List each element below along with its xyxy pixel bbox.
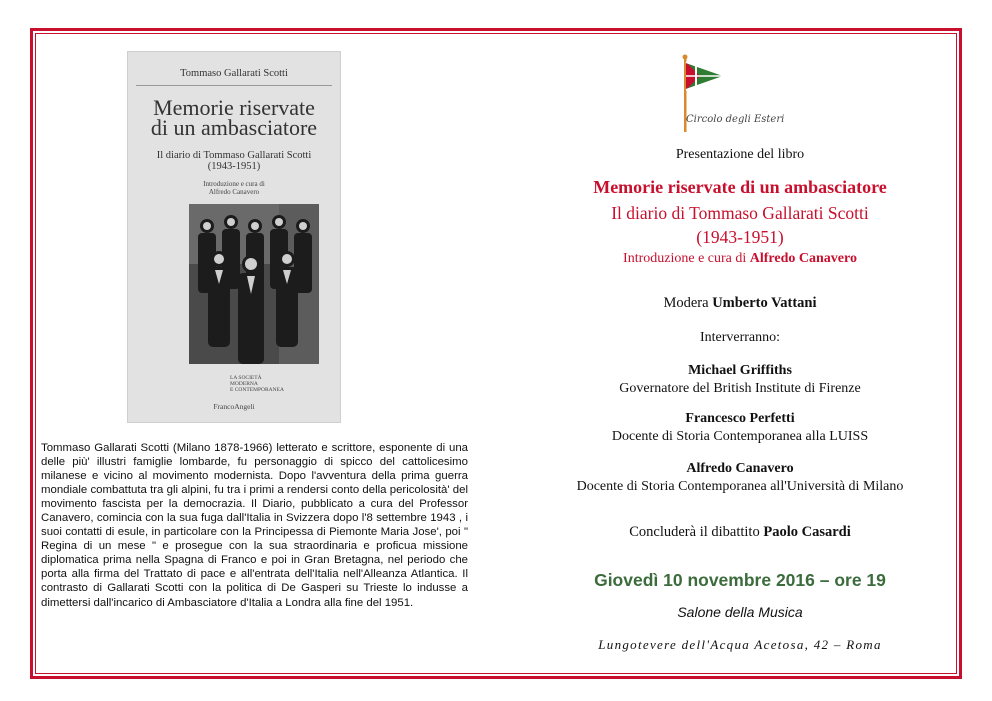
speaker-role: Docente di Storia Contemporanea all'Università di Milano	[576, 479, 904, 494]
book-years: (1943-1951)	[696, 227, 784, 247]
cover-series-line3: E CONTEMPORANEA	[230, 387, 284, 393]
intro-prefix: Introduzione e cura di	[623, 251, 750, 266]
cover-series	[230, 375, 284, 393]
cover-divider	[136, 85, 332, 86]
speaker-role: Governatore del British Institute di Firenze	[619, 381, 861, 396]
cover-intro-line2: Alfredo Canavero	[208, 188, 260, 196]
intro-name: Alfredo Canavero	[749, 251, 857, 266]
speakers-heading: Interverranno:	[699, 330, 781, 345]
cover-subtitle	[128, 150, 340, 172]
cover-series-line1: LA SOCIETÀ	[230, 375, 262, 381]
cover-author: Tommaso Gallarati Scotti	[180, 68, 288, 79]
cover-subtitle-line2: (1943-1951)	[207, 161, 261, 172]
cover-series-line2: MODERNA	[230, 381, 258, 387]
closing-speaker-name: Paolo Casardi	[763, 524, 851, 540]
logo-caption: Circolo degli Esteri	[686, 114, 785, 125]
event-date: Giovedì 10 novembre 2016 – ore 19	[594, 570, 886, 590]
pennant-flag-icon	[670, 52, 790, 138]
book-subtitle: Il diario di Tommaso Gallarati Scotti	[611, 203, 869, 223]
event-address: Lungotevere dell'Acqua Acetosa, 42 – Roma	[598, 637, 882, 652]
book-description: Tommaso Gallarati Scotti (Milano 1878-1966) letterato e scrittore, esponente di una delle più' illustri famiglie lombarde, fu personaggio di spicco del cattolicesimo milanese e vicino al movimento modernista. Dopo l'avventura della prima guerra mondiale combattuta tra gli alpini, fu tra i primi a rendersi conto della pericolosità' del movimento fascista per la democrazia. Il Diario, pubblicato a cura del Professor Canavero, comincia con la sua fuga dall'Italia in Svizzera dopo l'8 settembre 1943 , i suoi contatti di esule, in particolare con la Principessa di Piemonte Maria Jose', poi " Regina di un mese " e prosegue con la sua straordinaria e proficua missione diplomatica prima nella Spagna di Franco e poi in Gran Bretagna, nel periodo che porta alla firma del Trattato di pace e all'entrata dell'Italia nell'Alleanza Atlantica. Il contrasto di Gallarati Scotti con la politica di De Gasperi su Trieste lo indusse a dimettersi dall'incarico di Ambasciatore d'Italia a Londra alla fine del 1951.	[41, 442, 468, 609]
cover-subtitle-line1: Il diario di Tommaso Gallarati Scotti	[156, 150, 312, 161]
moderator-line	[540, 295, 940, 312]
cover-intro	[128, 180, 340, 196]
speaker-name: Francesco Perfetti	[685, 411, 795, 426]
book-cover	[127, 51, 341, 423]
speaker-role: Docente di Storia Contemporanea alla LUISS	[611, 429, 869, 444]
moderator-name: Umberto Vattani	[712, 295, 817, 311]
cover-title-line2: di un ambasciatore	[150, 115, 318, 140]
modera-prefix: Modera	[663, 295, 713, 311]
speaker-name: Alfredo Canavero	[686, 461, 794, 476]
group-photo-illustration	[189, 204, 319, 364]
cover-group-photo	[189, 204, 319, 364]
circolo-logo	[670, 52, 790, 138]
event-venue: Salone della Musica	[677, 604, 803, 620]
book-title: Memorie riservate di un ambasciatore	[593, 177, 887, 197]
cover-title-line1: Memorie riservate	[153, 95, 315, 120]
closing-speaker-line	[540, 524, 940, 541]
book-intro-credit	[540, 251, 940, 267]
presentazione-label: Presentazione del libro	[675, 147, 805, 162]
concludera-prefix: Concluderà il dibattito	[629, 524, 764, 540]
speaker-name: Michael Griffiths	[688, 363, 792, 378]
cover-publisher: FrancoAngeli	[213, 402, 255, 411]
cover-intro-line1: Introduzione e cura di	[203, 180, 265, 188]
cover-title	[128, 95, 340, 140]
